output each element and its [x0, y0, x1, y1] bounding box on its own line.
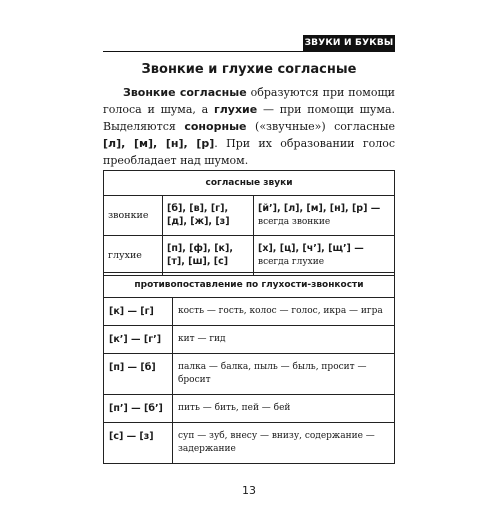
opposition-table-header-row	[104, 273, 395, 298]
sound-pair: [с] — [з]	[104, 423, 173, 464]
page-number: 13	[242, 484, 256, 497]
paired-sounds: [п], [ф], [к], [т], [ш], [с]	[163, 236, 254, 276]
table-row	[104, 196, 395, 236]
intro-text-4: . При их образовании голос преобладает над шумом.	[103, 137, 396, 167]
unpaired-sounds: [й’], [л], [м], [н], [р] —	[258, 203, 381, 214]
paired-sounds: [б], [в], [г], [д], [ж], [з]	[163, 196, 254, 236]
running-header: ЗВУКИ И БУКВЫ	[303, 35, 395, 52]
table-row	[104, 326, 395, 354]
example-words: кит — гид	[173, 326, 395, 354]
sound-pair: [к] — [г]	[104, 298, 173, 326]
table-row	[104, 354, 395, 395]
example-words: кость — гость, колос — голос, икра — игра	[173, 298, 395, 326]
term-voiced: Звонкие согласные	[123, 86, 247, 99]
section-title: Звонкие и глухие согласные	[141, 62, 357, 77]
table-row	[104, 423, 395, 464]
term-sonorant: сонорные	[184, 120, 247, 133]
example-words: палка — балка, пыль — быль, просит — бросит	[173, 354, 395, 395]
opposition-table-header: противопоставление по глухости-звонкости	[104, 273, 395, 298]
consonants-table-header-row	[104, 171, 395, 196]
table-row	[104, 298, 395, 326]
sound-pair: [п’] — [б’]	[104, 395, 173, 423]
unpaired-cell	[254, 196, 395, 236]
term-voiceless: глухие	[213, 103, 258, 116]
row-label: звонкие	[104, 196, 163, 236]
table-row	[104, 395, 395, 423]
example-words: пить — бить, пей — бей	[173, 395, 395, 423]
sound-pair: [к’] — [г’]	[104, 326, 173, 354]
intro-text-2: — при помощи шума. Выделяются	[103, 103, 395, 133]
example-words: суп — зуб, внесу — внизу, содержание — задержание	[173, 423, 395, 464]
header-rule	[103, 51, 395, 52]
intro-text-1: образуются при помощи голоса и шума, а	[103, 86, 395, 116]
row-label: глухие	[104, 236, 163, 276]
consonants-table	[103, 170, 395, 276]
sonorant-list: [л], [м], [н], [р]	[103, 137, 215, 150]
unpaired-sounds: [х], [ц], [ч’], [щ’] —	[258, 243, 364, 254]
consonants-table-header: согласные звуки	[104, 171, 395, 196]
opposition-table	[103, 272, 395, 464]
intro-paragraph	[103, 84, 395, 169]
intro-text-3: («звучные») согласные	[246, 120, 395, 133]
unpaired-cell	[254, 236, 395, 276]
unpaired-note: всегда глухие	[258, 257, 325, 267]
sound-pair: [п] — [б]	[104, 354, 173, 395]
table-row	[104, 236, 395, 276]
unpaired-note: всегда звонкие	[258, 217, 331, 227]
